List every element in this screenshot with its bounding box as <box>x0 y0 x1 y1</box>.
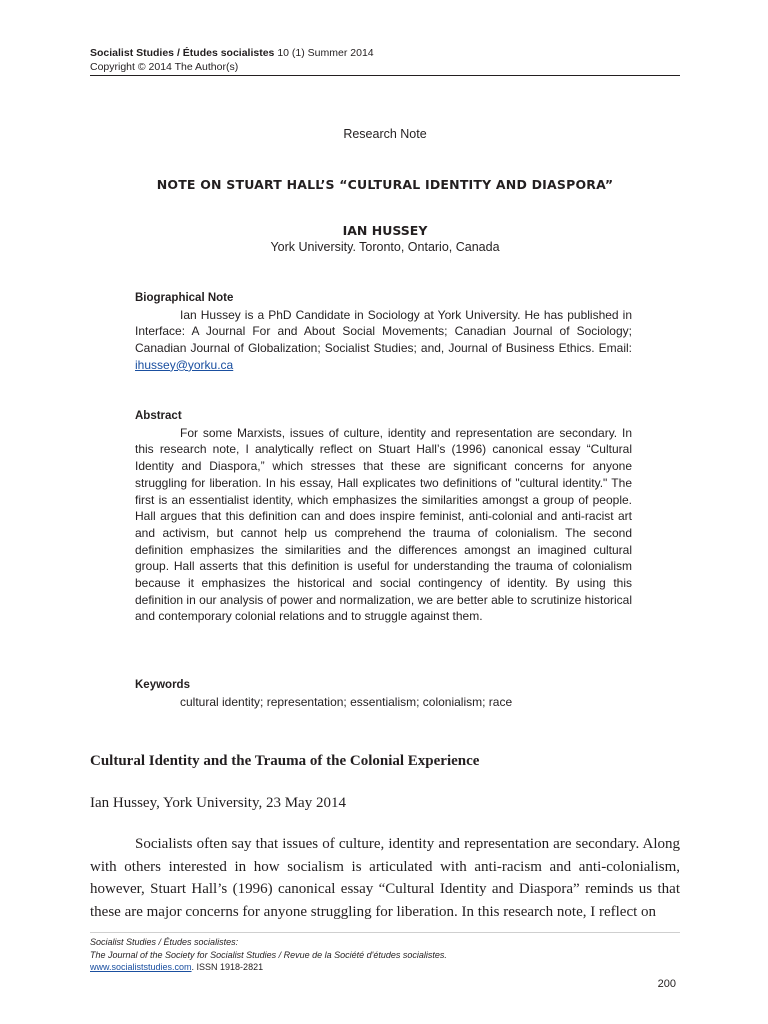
article-type: Research Note <box>343 127 427 141</box>
biographical-note <box>135 290 632 374</box>
issue-info: 10 (1) Summer 2014 <box>277 47 374 59</box>
copyright-line: Copyright © 2014 The Author(s) <box>90 61 239 73</box>
abstract-text: For some Marxists, issues of culture, identity and representation are secondary. In this research note, I analytically reflect on Stuart Hall’s (1996) canonical essay “Cultural Identity and Diaspora,” which stresses that these are significant concerns for anyone struggling for liberation. In his essay, Hall explicates two definitions of "cultural identity." The first is an essentialist identity, which emphasizes the similarities amongst a group of people. Hall argues that this definition can and does inspire feminist, anti-colonial and anti-racist art and activism, but cannot help us comprehend the trauma of colonialism. The second definition emphasizes the similarities and the differences amongst an imagined cultural group. Hall asserts that this definition is useful for understanding the trauma of colonialism because it emphasizes the historical and social contingency of identity. By using this definition in our analysis of power and normalization, we are better able to scrutinize historical and contemporary colonial relations and to struggle against them. <box>135 425 632 624</box>
bio-heading: Biographical Note <box>135 292 234 304</box>
section-heading: Cultural Identity and the Trauma of the Colonial Experience <box>90 753 480 769</box>
author-email-link[interactable]: ihussey@yorku.ca <box>135 357 234 372</box>
header-rule <box>90 75 680 76</box>
keywords-text: cultural identity; representation; essentialism; colonialism; race <box>180 694 513 709</box>
author-affiliation: York University. Toronto, Ontario, Canada <box>270 240 500 254</box>
body-paragraph: Socialists often say that issues of culture, identity and representation are secondary. Along with others interested in how socialism is articulated with anti-racism and anti-colonialism, however, Stuart Hall’s (1996) canonical essay “Cultural Identity and Diaspora” reminds us that these are major concerns for anyone struggling for liberation. In this research note, I reflect on <box>90 836 680 920</box>
journal-name: Socialist Studies / Études socialistes <box>90 47 275 59</box>
footer-rule <box>90 932 680 933</box>
footer-journal: Socialist Studies / Études socialistes: <box>90 937 239 947</box>
keywords-heading: Keywords <box>135 679 190 691</box>
issn: . ISSN 1918-2821 <box>191 962 264 972</box>
footer-society: The Journal of the Society for Socialist Studies / Revue de la Société d'études socialistes. <box>90 949 447 960</box>
article-title: NOTE ON STUART HALL’S “CULTURAL IDENTITY AND DIASPORA” <box>156 177 614 192</box>
page-number: 200 <box>657 978 676 990</box>
footer <box>90 936 447 974</box>
keywords <box>135 677 632 710</box>
website-link[interactable]: www.socialiststudies.com <box>90 962 192 972</box>
bio-text: Ian Hussey is a PhD Candidate in Sociology at York University. He has published in Interface: A Journal For and About Social Movements; Canadian Journal of Sociology; Canadian Journal of Globalization; Socialist Studies; and, Journal of Business Ethics. Email: <box>135 307 632 356</box>
running-header <box>90 46 374 60</box>
author-name: IAN HUSSEY <box>342 223 428 238</box>
abstract-heading: Abstract <box>135 410 182 422</box>
abstract <box>135 408 632 625</box>
section-byline: Ian Hussey, York University, 23 May 2014 <box>90 795 346 811</box>
